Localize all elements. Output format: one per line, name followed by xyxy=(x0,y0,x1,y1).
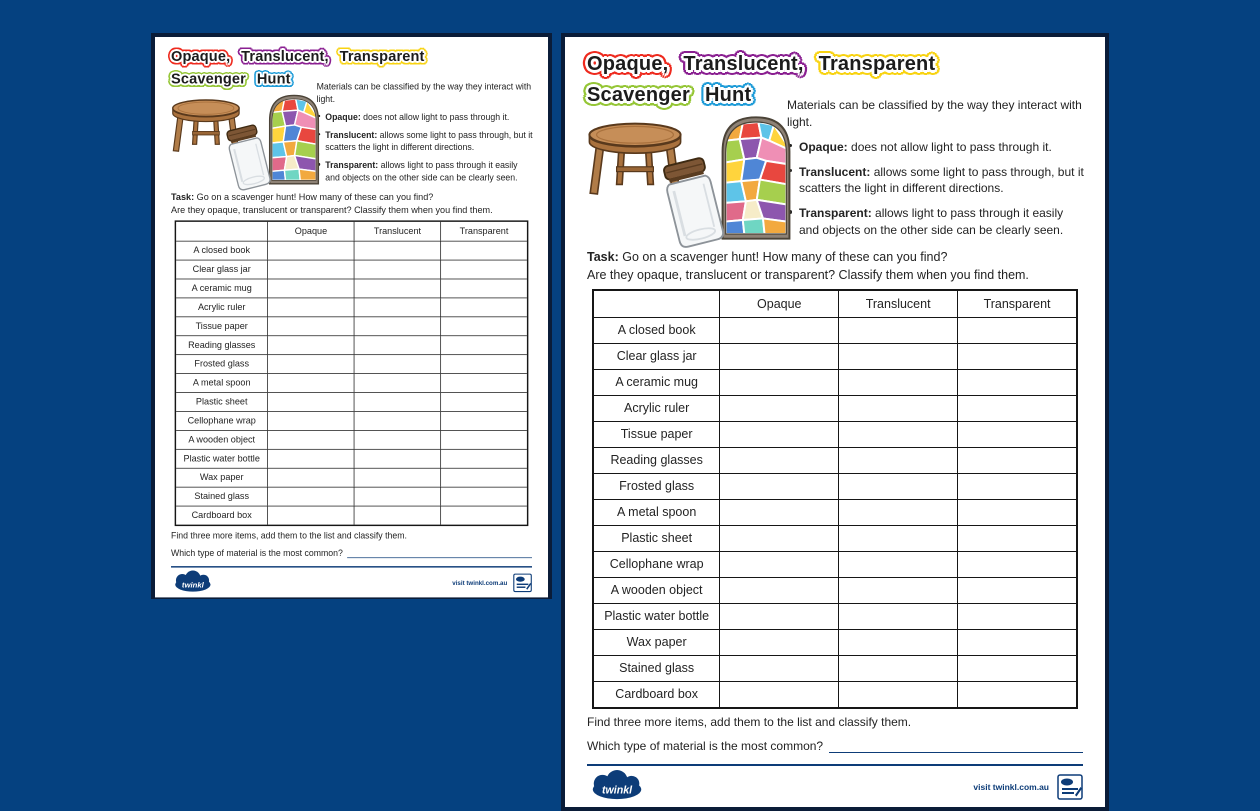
worksheet-header xyxy=(565,37,1105,249)
opaque-answer-cell xyxy=(267,411,354,429)
opaque-answer-cell xyxy=(719,552,838,577)
translucent-answer-cell xyxy=(838,448,957,473)
definition-item xyxy=(317,111,534,123)
definition-term: Transparent: xyxy=(799,206,872,221)
task-label: Task: xyxy=(171,192,195,203)
translucent-answer-cell xyxy=(354,487,441,505)
item-label-cell: Stained glass xyxy=(619,661,695,675)
transparent-answer-cell xyxy=(440,449,527,467)
opaque-answer-cell xyxy=(267,449,354,467)
item-label-cell: Tissue paper xyxy=(620,427,693,441)
table-row xyxy=(594,447,1076,473)
worksheet xyxy=(155,37,548,597)
table-row xyxy=(594,551,1076,577)
item-label-cell: Plastic sheet xyxy=(621,531,693,545)
opaque-answer-cell xyxy=(267,298,354,316)
answer-line xyxy=(347,548,532,557)
definition-term: Transparent: xyxy=(325,160,379,171)
glass-jar-illustration xyxy=(221,122,276,194)
item-label-cell: Frosted glass xyxy=(619,479,695,493)
title-line-1 xyxy=(171,49,435,72)
translucent-answer-cell xyxy=(838,682,957,707)
table-row xyxy=(594,421,1076,447)
item-label-cell: Cardboard box xyxy=(191,510,252,521)
transparent-answer-cell xyxy=(957,318,1076,343)
table-row xyxy=(594,473,1076,499)
item-label-cell: Plastic sheet xyxy=(195,396,248,407)
table-row xyxy=(176,335,527,354)
table-row xyxy=(594,343,1076,369)
definition-item xyxy=(317,129,534,153)
twinkl-logo xyxy=(587,771,649,802)
definition-item xyxy=(317,159,534,183)
item-label-cell: A closed book xyxy=(617,323,696,337)
footer-divider xyxy=(171,566,532,568)
translucent-answer-cell xyxy=(354,241,441,259)
item-label-cell: A wooden object xyxy=(188,434,256,445)
definition-text: allows some light to pass through, but it scatters the light in different directions. xyxy=(799,164,1084,196)
definition-text: allows light to pass through it easily and objects on the other side can be clearly seen. xyxy=(325,160,518,183)
transparent-answer-cell xyxy=(440,260,527,278)
header-translucent: Translucent xyxy=(838,291,957,317)
twinkl-logo-text: twinkl xyxy=(181,580,204,590)
task-line-1: Go on a scavenger hunt! How many of these can you find? xyxy=(196,192,434,203)
transparent-answer-cell xyxy=(957,604,1076,629)
definition-term: Opaque: xyxy=(799,139,848,154)
intro-column xyxy=(787,97,1085,247)
item-label-cell: Plastic water bottle xyxy=(604,609,710,623)
table-row xyxy=(176,316,527,335)
intro-text: Materials can be classified by the way they interact with light. xyxy=(316,81,532,105)
table-row xyxy=(176,505,527,524)
opaque-answer-cell xyxy=(719,370,838,395)
table-row xyxy=(594,499,1076,525)
title-word: Opaque, xyxy=(587,53,669,75)
worksheet-large-content xyxy=(565,37,1105,807)
table-body xyxy=(176,240,527,524)
transparent-answer-cell xyxy=(440,336,527,354)
task-label: Task: xyxy=(587,250,619,264)
task-line-2: Are they opaque, translucent or transparent? Classify them when you find them. xyxy=(587,267,1029,282)
title-word: Scavenger xyxy=(171,71,246,88)
worksheet xyxy=(565,37,1105,807)
header-translucent: Translucent xyxy=(354,221,441,240)
translucent-answer-cell xyxy=(838,396,957,421)
definition-item xyxy=(787,139,1085,156)
transparent-answer-cell xyxy=(440,393,527,411)
opaque-answer-cell xyxy=(719,630,838,655)
transparent-answer-cell xyxy=(957,474,1076,499)
definition-text: allows light to pass through it easily and objects on the other side can be clearly seen. xyxy=(799,206,1064,237)
table-row xyxy=(176,373,527,392)
transparent-answer-cell xyxy=(957,448,1076,473)
twinkl-logo xyxy=(171,571,216,594)
twinkl-logo-text: twinkl xyxy=(601,784,633,797)
item-label-cell: A closed book xyxy=(193,245,251,256)
opaque-answer-cell xyxy=(267,468,354,486)
item-label-cell: Frosted glass xyxy=(194,358,250,369)
item-label-cell: A ceramic mug xyxy=(615,375,698,389)
transparent-answer-cell xyxy=(957,526,1076,551)
transparent-answer-cell xyxy=(957,630,1076,655)
definition-item xyxy=(787,205,1085,239)
translucent-answer-cell xyxy=(354,468,441,486)
illustrations xyxy=(171,92,322,191)
item-label-cell: Cellophane wrap xyxy=(187,415,256,426)
title-word: Transparent xyxy=(339,48,425,65)
header-opaque: Opaque xyxy=(719,291,838,317)
item-label-cell: Reading glasses xyxy=(610,453,703,467)
opaque-answer-cell xyxy=(267,430,354,448)
opaque-answer-cell xyxy=(267,260,354,278)
transparent-answer-cell xyxy=(957,396,1076,421)
title-line-1 xyxy=(587,53,950,84)
table-row xyxy=(176,449,527,468)
transparent-answer-cell xyxy=(440,487,527,505)
transparent-answer-cell xyxy=(440,468,527,486)
table-row xyxy=(594,681,1076,707)
definition-text: allows some light to pass through, but it scatters the light in different directions. xyxy=(325,129,533,153)
opaque-answer-cell xyxy=(267,336,354,354)
title-word: Translucent, xyxy=(241,48,329,65)
translucent-answer-cell xyxy=(354,430,441,448)
definitions-list xyxy=(317,111,534,184)
opaque-answer-cell xyxy=(719,448,838,473)
title-word: Translucent, xyxy=(683,53,804,75)
transparent-answer-cell xyxy=(957,578,1076,603)
visit-link-text: visit twinkl.com.au xyxy=(452,578,508,587)
opaque-answer-cell xyxy=(719,318,838,343)
glass-jar-illustration xyxy=(655,154,731,253)
worksheet-footer xyxy=(171,566,532,594)
header-transparent: Transparent xyxy=(957,291,1076,317)
opaque-answer-cell xyxy=(719,474,838,499)
opaque-answer-cell xyxy=(719,500,838,525)
table-header-row xyxy=(594,291,1076,317)
item-label-cell: Acrylic ruler xyxy=(624,401,690,415)
table-row xyxy=(594,525,1076,551)
opaque-answer-cell xyxy=(267,374,354,392)
classification-table xyxy=(592,289,1078,709)
translucent-answer-cell xyxy=(838,500,957,525)
table-row xyxy=(176,240,527,259)
translucent-answer-cell xyxy=(838,474,957,499)
translucent-answer-cell xyxy=(838,344,957,369)
item-label-cell: Wax paper xyxy=(626,635,687,649)
opaque-answer-cell xyxy=(267,241,354,259)
table-body xyxy=(594,317,1076,707)
definition-text: does not allow light to pass through it. xyxy=(363,111,510,122)
translucent-answer-cell xyxy=(838,422,957,447)
find-more-instruction: Find three more items, add them to the list and classify them. xyxy=(171,530,407,541)
transparent-answer-cell xyxy=(440,241,527,259)
item-label-cell: Reading glasses xyxy=(188,339,256,350)
title-word: Transparent xyxy=(818,53,936,75)
opaque-answer-cell xyxy=(719,604,838,629)
translucent-answer-cell xyxy=(354,506,441,524)
task-line-2: Are they opaque, translucent or transparent? Classify them when you find them. xyxy=(171,204,493,216)
transparent-answer-cell xyxy=(957,370,1076,395)
opaque-answer-cell xyxy=(719,344,838,369)
task-text xyxy=(587,249,1083,285)
translucent-answer-cell xyxy=(354,336,441,354)
stained-glass-window-illustration xyxy=(721,113,791,243)
translucent-answer-cell xyxy=(354,298,441,316)
opaque-answer-cell xyxy=(719,396,838,421)
transparent-answer-cell xyxy=(957,552,1076,577)
opaque-answer-cell xyxy=(719,578,838,603)
translucent-answer-cell xyxy=(354,411,441,429)
item-label-cell: A wooden object xyxy=(610,583,703,597)
item-label-cell: Clear glass jar xyxy=(616,349,697,363)
answer-line xyxy=(829,740,1083,753)
task-line-1: Go on a scavenger hunt! How many of these can you find? xyxy=(622,250,948,264)
visit-link-text: visit twinkl.com.au xyxy=(973,781,1049,792)
translucent-answer-cell xyxy=(354,279,441,297)
table-row xyxy=(176,486,527,505)
opaque-answer-cell xyxy=(267,506,354,524)
transparent-answer-cell xyxy=(957,656,1076,681)
opaque-answer-cell xyxy=(267,355,354,373)
table-row xyxy=(594,655,1076,681)
footer-divider xyxy=(587,764,1083,767)
translucent-answer-cell xyxy=(838,656,957,681)
translucent-answer-cell xyxy=(354,374,441,392)
table-header-row xyxy=(176,221,527,240)
item-label-cell: Tissue paper xyxy=(195,320,248,332)
worksheet-small-content xyxy=(155,37,548,597)
title-word: Opaque, xyxy=(171,48,231,65)
definitions-list xyxy=(787,139,1085,239)
translucent-answer-cell xyxy=(838,370,957,395)
definition-term: Translucent: xyxy=(325,129,378,141)
worksheet-footer xyxy=(587,764,1083,803)
translucent-answer-cell xyxy=(838,578,957,603)
question-text: Which type of material is the most common? xyxy=(171,547,343,558)
table-row xyxy=(594,369,1076,395)
header-empty-cell xyxy=(176,221,267,240)
find-more-instruction: Find three more items, add them to the list and classify them. xyxy=(587,714,912,729)
translucent-answer-cell xyxy=(354,260,441,278)
opaque-answer-cell xyxy=(267,317,354,335)
transparent-answer-cell xyxy=(957,344,1076,369)
twinkl-badge-icon xyxy=(513,573,532,592)
transparent-answer-cell xyxy=(440,317,527,335)
item-label-cell: Cardboard box xyxy=(615,687,698,701)
translucent-answer-cell xyxy=(838,604,957,629)
translucent-answer-cell xyxy=(354,317,441,335)
item-label-cell: A metal spoon xyxy=(192,377,251,388)
opaque-answer-cell xyxy=(267,279,354,297)
opaque-answer-cell xyxy=(719,422,838,447)
definition-text: does not allow light to pass through it. xyxy=(851,139,1052,154)
item-label-cell: Acrylic ruler xyxy=(197,301,246,313)
illustrations xyxy=(587,113,795,249)
translucent-answer-cell xyxy=(354,355,441,373)
transparent-answer-cell xyxy=(957,682,1076,707)
question-row xyxy=(587,739,1083,753)
transparent-answer-cell xyxy=(957,422,1076,447)
table-row xyxy=(594,629,1076,655)
table-row xyxy=(176,354,527,373)
item-label-cell: A metal spoon xyxy=(617,505,697,519)
definition-term: Translucent: xyxy=(799,164,871,179)
worksheet-header xyxy=(155,37,548,191)
worksheet-page-small xyxy=(151,33,552,599)
transparent-answer-cell xyxy=(440,374,527,392)
title-word: Scavenger xyxy=(587,84,690,106)
intro-text: Materials can be classified by the way they interact with light. xyxy=(787,98,1082,130)
transparent-answer-cell xyxy=(440,298,527,316)
item-label-cell: Clear glass jar xyxy=(192,264,251,275)
translucent-answer-cell xyxy=(838,552,957,577)
item-label-cell: Stained glass xyxy=(194,491,250,502)
item-label-cell: A ceramic mug xyxy=(191,282,252,294)
worksheet-page-large xyxy=(561,33,1109,811)
table-row xyxy=(594,577,1076,603)
transparent-answer-cell xyxy=(440,279,527,297)
intro-column xyxy=(317,81,534,190)
transparent-answer-cell xyxy=(440,411,527,429)
item-label-cell: Plastic water bottle xyxy=(183,453,260,464)
table-row xyxy=(176,430,527,449)
definition-term: Opaque: xyxy=(325,111,361,122)
classification-table xyxy=(175,220,529,526)
table-row xyxy=(176,259,527,278)
table-row xyxy=(594,395,1076,421)
opaque-answer-cell xyxy=(719,526,838,551)
question-row xyxy=(171,548,532,558)
table-row xyxy=(594,603,1076,629)
table-row xyxy=(176,411,527,430)
title-word: Hunt xyxy=(256,71,291,88)
header-opaque: Opaque xyxy=(267,221,354,240)
table-row xyxy=(176,392,527,411)
transparent-answer-cell xyxy=(957,500,1076,525)
transparent-answer-cell xyxy=(440,506,527,524)
task-text xyxy=(171,191,532,217)
opaque-answer-cell xyxy=(267,487,354,505)
translucent-answer-cell xyxy=(838,630,957,655)
question-text: Which type of material is the most common? xyxy=(587,738,824,753)
transparent-answer-cell xyxy=(440,430,527,448)
opaque-answer-cell xyxy=(267,393,354,411)
table-row xyxy=(176,467,527,486)
translucent-answer-cell xyxy=(354,449,441,467)
translucent-answer-cell xyxy=(838,526,957,551)
translucent-answer-cell xyxy=(838,318,957,343)
definition-item xyxy=(787,164,1085,198)
table-row xyxy=(176,297,527,316)
translucent-answer-cell xyxy=(354,393,441,411)
twinkl-badge-icon xyxy=(1057,774,1083,800)
title-word: Hunt xyxy=(704,84,752,106)
item-label-cell: Cellophane wrap xyxy=(609,557,704,571)
table-row xyxy=(594,317,1076,343)
item-label-cell: Wax paper xyxy=(199,472,244,483)
header-transparent: Transparent xyxy=(440,221,527,240)
stained-glass-window-illustration xyxy=(269,92,320,187)
header-empty-cell xyxy=(594,291,719,317)
transparent-answer-cell xyxy=(440,355,527,373)
opaque-answer-cell xyxy=(719,682,838,707)
table-row xyxy=(176,278,527,297)
opaque-answer-cell xyxy=(719,656,838,681)
